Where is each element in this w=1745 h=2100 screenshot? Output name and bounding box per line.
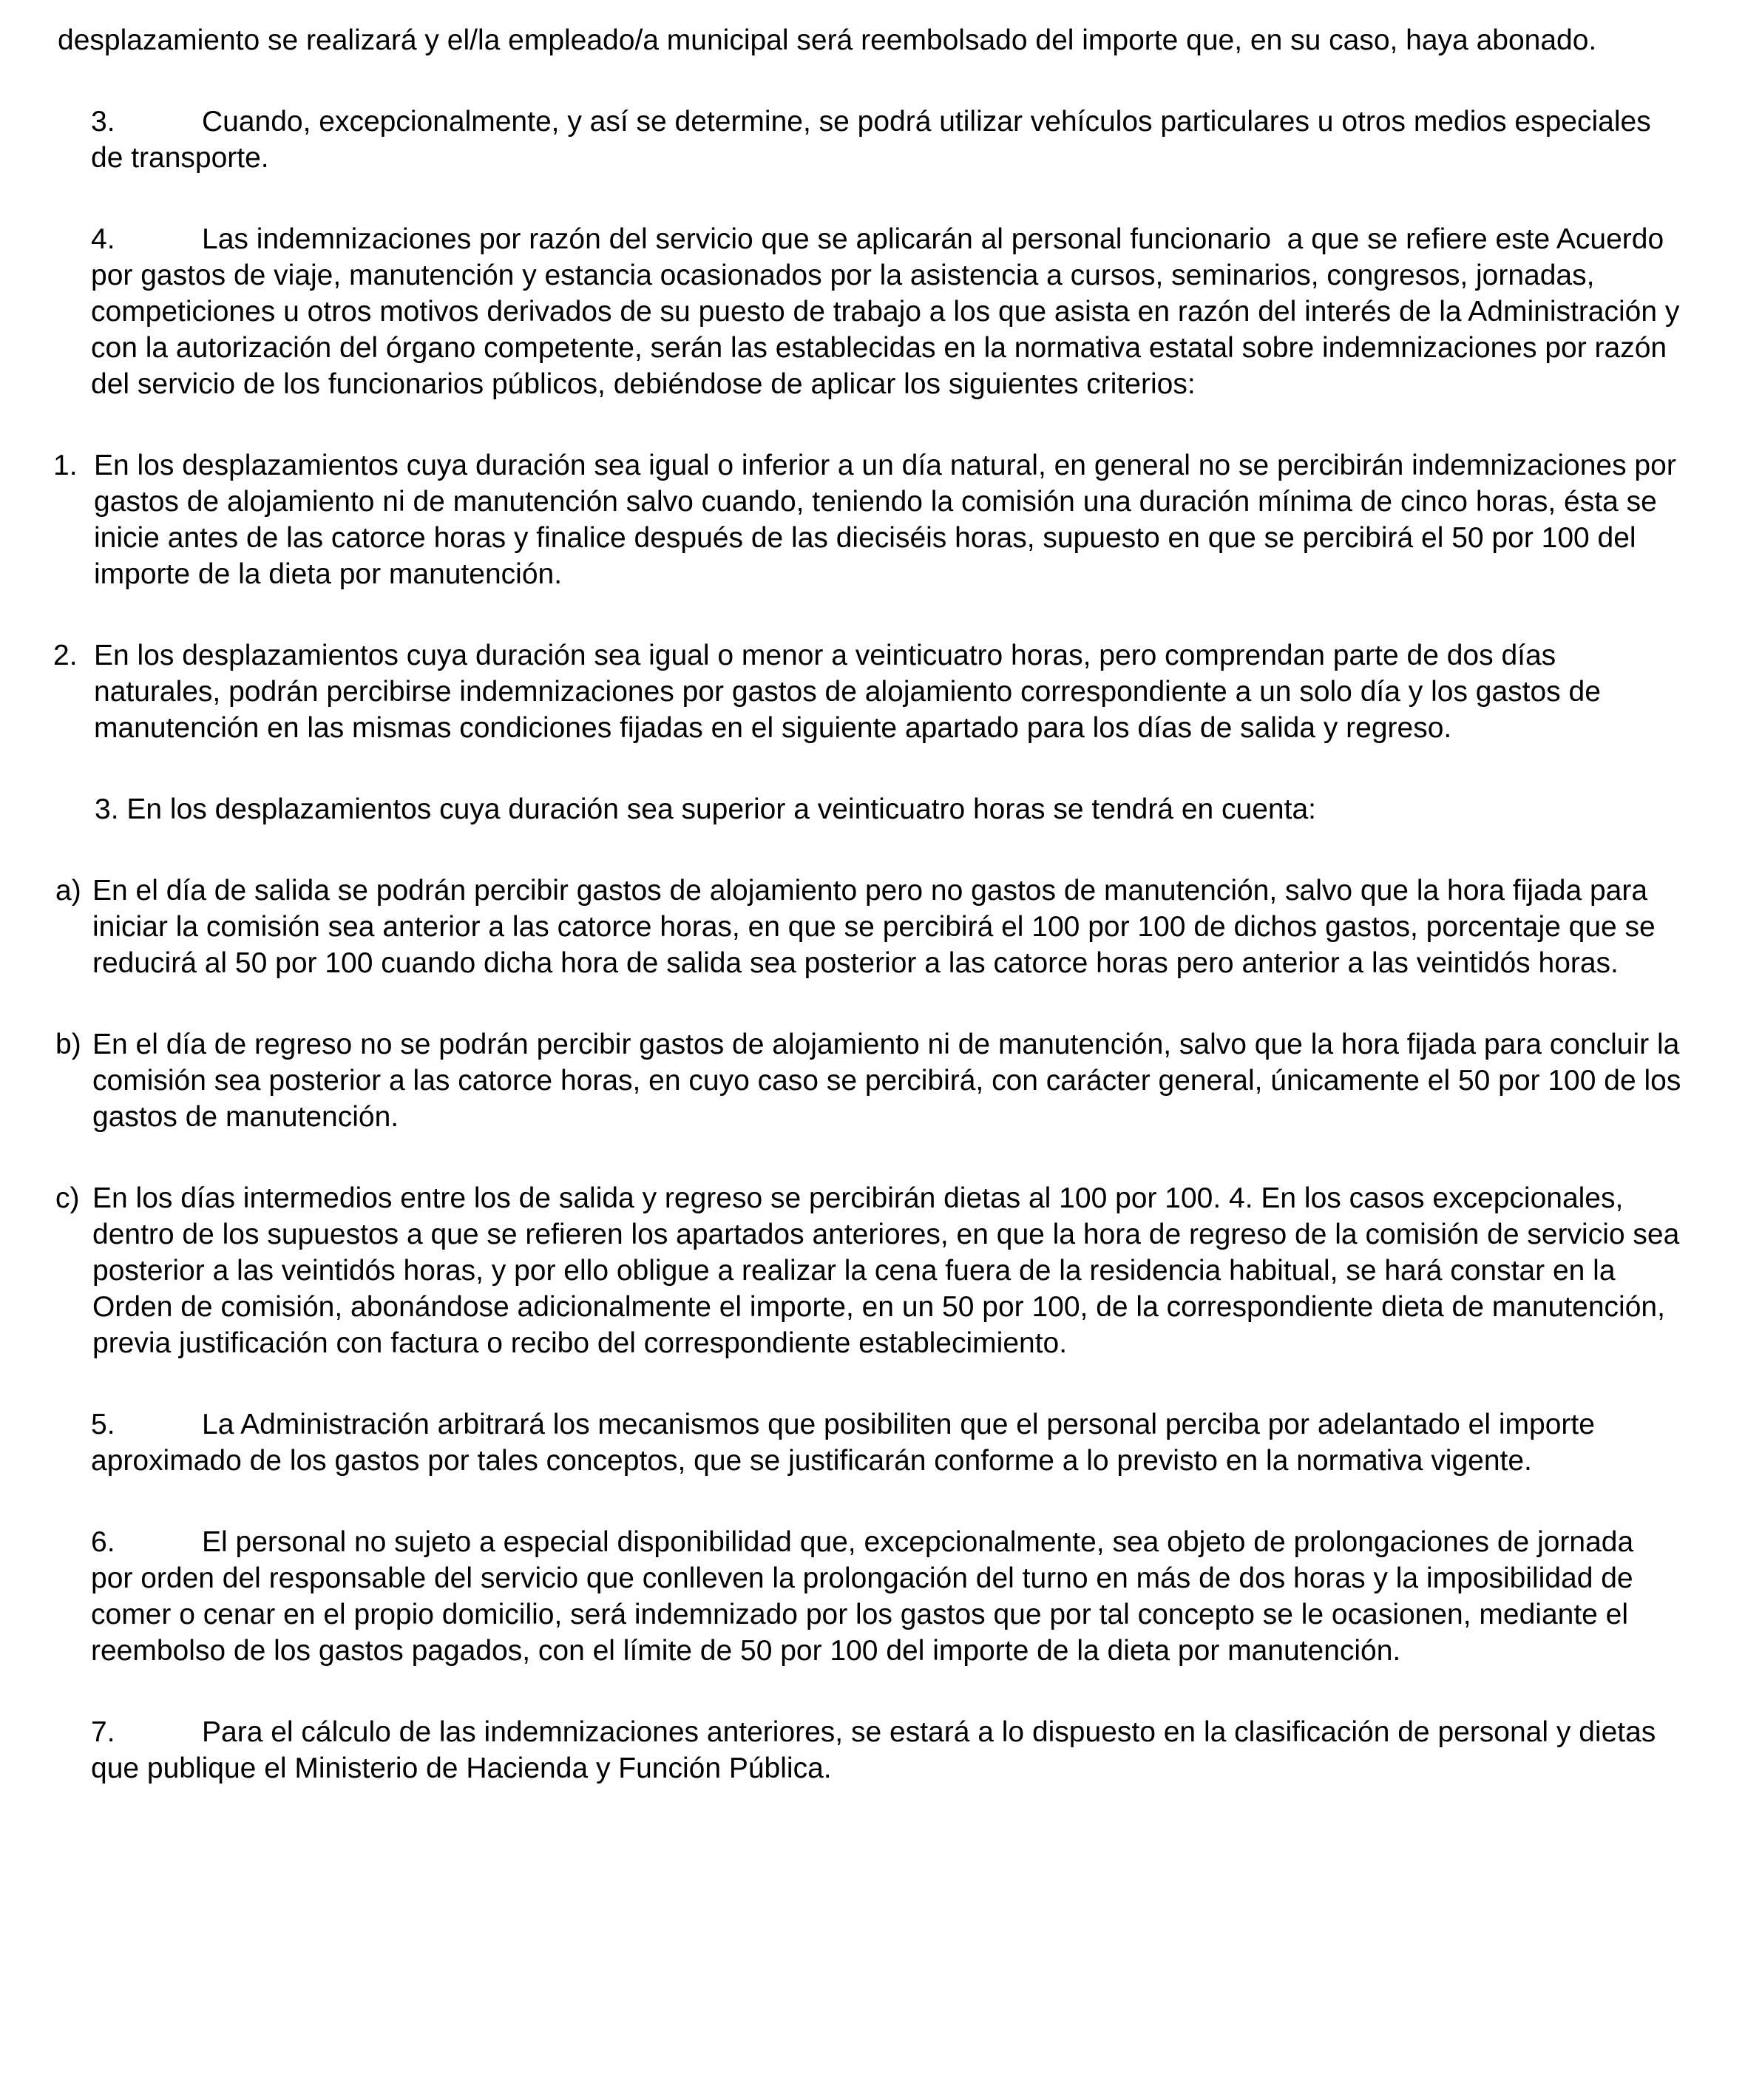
list-item-2 [53, 637, 1682, 746]
list-item-a [55, 873, 1682, 981]
paragraph-text: En el día de regreso no se podrán percibir gastos de alojamiento ni de manutención, salvo que la hora fijada para concluir la comisión sea posterior a las catorce horas, en cuyo caso se percibirá, con carácter general, únicamente el 50 por 100 de los gastos de manutención. [92, 1029, 1690, 1133]
paragraph-text: Para el cálculo de las indemnizaciones anteriores, se estará a lo dispuesto en la clasificación de personal y dietas que publique el Ministerio de Hacienda y Función Pública. [91, 1716, 1664, 1784]
paragraph-text: En los días intermedios entre los de salida y regreso se percibirán dietas al 100 por 100. 4. En los casos excepcionales, dentro de los supuestos a que se refieren los apartados anteriores, en que la hora de regreso de la comisión de servicio sea posterior a las veintidós horas, y por ello obligue a realizar la cena fuera de la residencia habitual, se hará constar en la Orden de comisión, abonándose adicionalmente el importe, en un 50 por 100, de la correspondiente dieta de manutención, previa justificación con factura o recibo del correspondiente establecimiento. [92, 1182, 1688, 1359]
paragraph-text: 3. En los desplazamientos cuya duración sea superior a veinticuatro horas se tendrá en cuenta: [95, 793, 1316, 825]
list-item-1 [53, 447, 1684, 592]
numbered-paragraph-7 [91, 1714, 1682, 1786]
paragraph-text: Cuando, excepcionalmente, y así se determine, se podrá utilizar vehículos particulares u otros medios especiales de transporte. [91, 106, 1659, 174]
paragraph-text: El personal no sujeto a especial disponibilidad que, excepcionalmente, sea objeto de prolongaciones de jornada por orden del responsable del servicio que conlleven la prolongación del turno en más de dos horas y la imposibilidad de comer o cenar en el propio domicilio, será indemnizado por los gastos que por tal concepto se le ocasionen, mediante el reembolso de los gastos pagados, con el límite de 50 por 100 del importe de la dieta por manutención. [91, 1526, 1642, 1667]
sub-paragraph-3 [95, 791, 1682, 827]
document-page [53, 22, 1690, 1786]
list-marker: c) [55, 1182, 80, 1214]
list-marker: 1. [53, 450, 78, 481]
numbered-paragraph-5 [91, 1406, 1682, 1479]
paragraph-number: 3. [91, 106, 115, 138]
numbered-paragraph-3 [91, 104, 1682, 176]
paragraph-number: 4. [91, 223, 115, 255]
paragraph-text: En los desplazamientos cuya duración sea igual o menor a veinticuatro horas, pero comprendan parte de dos días naturales, podrán percibirse indemnizaciones por gastos de alojamiento correspondiente a un solo día y los gastos de manutención en las mismas condiciones fijadas en el siguiente apartado para los días de salida y regreso. [94, 640, 1609, 744]
paragraph-text: La Administración arbitrará los mecanismos que posibiliten que el personal perciba por adelantado el importe aproximado de los gastos por tales conceptos, que se justificarán conforme a lo previsto en la normativa vigente. [91, 1409, 1603, 1477]
numbered-paragraph-4 [91, 221, 1688, 402]
paragraph-text: En los desplazamientos cuya duración sea igual o inferior a un día natural, en general no se percibirán indemnizaciones por gastos de alojamiento ni de manutención salvo cuando, teniendo la comisión una duración mínima de cinco horas, ésta se inicie antes de las catorce horas y finalice después de las dieciséis horas, supuesto en que se percibirá el 50 por 100 del importe de la dieta por manutención. [94, 450, 1684, 590]
numbered-paragraph-6 [91, 1524, 1682, 1669]
list-item-c [55, 1180, 1688, 1361]
list-item-b [55, 1026, 1690, 1135]
list-marker: b) [55, 1029, 81, 1060]
list-marker: 2. [53, 640, 78, 671]
paragraph-continuation [58, 22, 1682, 58]
paragraph-number: 6. [91, 1526, 115, 1558]
paragraph-number: 5. [91, 1409, 115, 1440]
list-marker: a) [55, 875, 81, 907]
paragraph-text: desplazamiento se realizará y el/la empleado/a municipal será reembolsado del importe que, en su caso, haya abonado. [58, 24, 1597, 56]
paragraph-number: 7. [91, 1716, 115, 1748]
paragraph-text: En el día de salida se podrán percibir gastos de alojamiento pero no gastos de manutención, salvo que la hora fijada para iniciar la comisión sea anterior a las catorce horas, en que se percibirá el 100 por 100 de dichos gastos, porcentaje que se reducirá al 50 por 100 cuando dicha hora de salida sea posterior a las catorce horas pero anterior a las veintidós horas. [92, 875, 1664, 979]
paragraph-text: Las indemnizaciones por razón del servicio que se aplicarán al personal funcionario a que se refiere este Acuerdo por gastos de viaje, manutención y estancia ocasionados por la asistencia a cursos, seminarios, congresos, jornadas, competiciones u otros motivos derivados de su puesto de trabajo a los que asista en razón del interés de la Administración y con la autorización del órgano competente, serán las establecidas en la normativa estatal sobre indemnizaciones por razón del servicio de los funcionarios públicos, debiéndose de aplicar los siguientes criterios: [91, 223, 1688, 400]
